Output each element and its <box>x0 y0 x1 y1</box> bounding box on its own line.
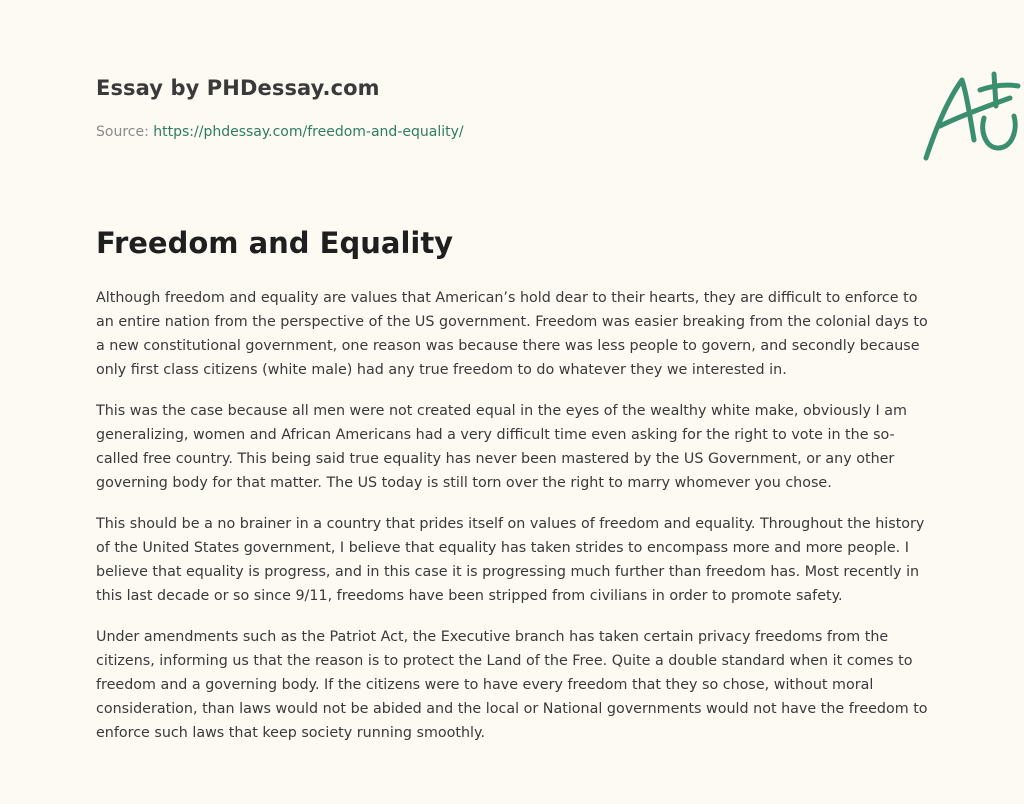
a-plus-logo-icon <box>920 68 1024 164</box>
paragraph: Although freedom and equality are values that American’s hold dear to their hearts, they are difficult to enforce to an entire nation from the perspective of the US government. Freedom was easier breaking from the colonial days to a new constitutional government, one reason was because there was less people to govern, and secondly because only first class citizens (white male) had any true freedom to do whatever they we interested in. <box>96 290 928 378</box>
source-link[interactable]: https://phdessay.com/freedom-and-equality/ <box>153 124 464 140</box>
site-brand: Essay by PHDessay.com <box>96 76 380 100</box>
essay-body <box>96 286 928 762</box>
paragraph: This should be a no brainer in a country that prides itself on values of freedom and equality. Throughout the history of the United States government, I believe that equality has taken strides to encompass more and more people. I believe that equality is progress, and in this case it is progressing much further than freedom has. Most recently in this last decade or so since 9/11, freedoms have been stripped from civilians in order to promote safety. <box>96 516 925 604</box>
paragraph: This was the case because all men were not created equal in the eyes of the wealthy white make, obviously I am generalizing, women and African Americans had a very difficult time even asking for the right to vote in the so-called free country. This being said true equality has never been mastered by the US Government, or any other governing body for that matter. The US today is still torn over the right to marry whomever you chose. <box>96 403 907 491</box>
source-label: Source: <box>96 124 154 140</box>
source-line <box>96 124 464 140</box>
essay-title: Freedom and Equality <box>96 226 454 260</box>
paragraph: Under amendments such as the Patriot Act, the Executive branch has taken certain privacy freedoms from the citizens, informing us that the reason is to protect the Land of the Free. Quite a double standard when it comes to freedom and a governing body. If the citizens were to have every freedom that they so chose, without moral consideration, than laws would not be abided and the local or National governments would not have the freedom to enforce such laws that keep society running smoothly. <box>96 629 928 741</box>
